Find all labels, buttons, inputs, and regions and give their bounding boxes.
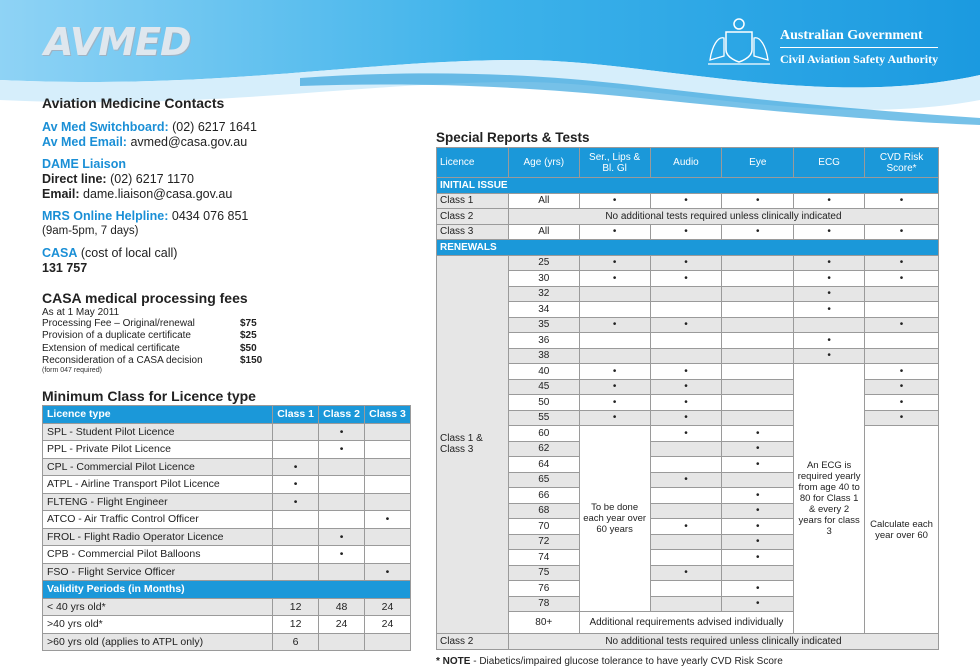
table-row (437, 348, 939, 364)
test-cell: • (579, 364, 650, 380)
age-cell: 68 (508, 503, 579, 519)
validity-label-cell: >40 yrs old* (43, 616, 273, 634)
col-header: Age (yrs) (508, 148, 579, 178)
table-row (43, 458, 411, 476)
mrs-hours: (9am-5pm, 7 days) (42, 225, 139, 237)
licence-cell: Class 2 (437, 634, 509, 650)
age-cell: 75 (508, 565, 579, 581)
class-cell (365, 441, 411, 459)
validity-cell: 24 (319, 616, 365, 634)
age-cell: 30 (508, 271, 579, 287)
class-cell: • (273, 476, 319, 494)
table-row (437, 271, 939, 287)
age-cell: 72 (508, 534, 579, 550)
validity-cell (319, 633, 365, 651)
test-cell: • (794, 302, 865, 318)
age-cell: 35 (508, 317, 579, 333)
test-cell: • (865, 317, 939, 333)
validity-cell: 48 (319, 598, 365, 616)
test-cell: • (722, 426, 794, 442)
test-cell (865, 333, 939, 349)
licence-type-cell: CPL - Commercial Pilot Licence (43, 458, 273, 476)
validity-label-cell: >60 yrs old (applies to ATPL only) (43, 633, 273, 651)
test-cell (650, 457, 722, 473)
col-header: Ser., Lips & Bl. Gl (579, 148, 650, 178)
age-cell: 36 (508, 333, 579, 349)
cvd-note-cell: Calculate each year over 60 (865, 426, 939, 634)
age-cell: 70 (508, 519, 579, 535)
age-cell: 45 (508, 379, 579, 395)
fee-row (42, 355, 412, 367)
test-cell: • (650, 224, 722, 240)
test-cell: • (865, 271, 939, 287)
test-cell (722, 379, 794, 395)
test-cell: • (865, 410, 939, 426)
class-cell: • (319, 441, 365, 459)
age-cell: All (508, 193, 579, 209)
class-cell (319, 511, 365, 529)
test-cell: • (794, 224, 865, 240)
coat-of-arms-icon (704, 16, 774, 68)
test-cell: • (865, 395, 939, 411)
table-row (437, 317, 939, 333)
test-cell (650, 550, 722, 566)
age-cell: 32 (508, 286, 579, 302)
test-cell (650, 488, 722, 504)
gov-title: Australian Government (780, 28, 923, 43)
class-cell (365, 528, 411, 546)
dame-label: DAME Liaison (42, 157, 127, 171)
class-cell (319, 493, 365, 511)
mrs-label: MRS Online Helpline: (42, 209, 169, 223)
class-cell (273, 546, 319, 564)
test-cell: • (650, 364, 722, 380)
table-row (43, 528, 411, 546)
age-cell: 74 (508, 550, 579, 566)
licence-type-cell: FLTENG - Flight Engineer (43, 493, 273, 511)
test-cell: • (722, 581, 794, 597)
test-cell: • (650, 565, 722, 581)
class-cell (365, 458, 411, 476)
dame-email-link[interactable]: dame.liaison@casa.gov.au (79, 187, 233, 201)
table-row (43, 598, 411, 616)
test-cell (722, 302, 794, 318)
mrs-number[interactable]: 0434 076 851 (168, 209, 249, 223)
renewals-row (437, 240, 939, 256)
test-cell: • (579, 395, 650, 411)
test-cell: • (579, 379, 650, 395)
validity-cell: 6 (273, 633, 319, 651)
licence-type-cell: CPB - Commercial Pilot Balloons (43, 546, 273, 564)
government-branding (700, 16, 960, 70)
table-row (437, 255, 939, 271)
test-cell: • (579, 271, 650, 287)
col-header: Audio (650, 148, 722, 178)
test-cell: • (865, 224, 939, 240)
class-cell (319, 458, 365, 476)
table-row (437, 209, 939, 225)
table-row (43, 511, 411, 529)
contacts-section (42, 95, 412, 276)
fee-row (42, 343, 412, 355)
ecg-note-cell: An ECG is required yearly from age 40 to 80 for Class 1 & every 2 years for class 3 (794, 364, 865, 634)
test-cell: • (650, 410, 722, 426)
table-row (437, 193, 939, 209)
test-cell (650, 348, 722, 364)
test-cell (579, 286, 650, 302)
fee-note: (form 047 required) (42, 367, 102, 375)
test-cell (722, 255, 794, 271)
licence-type-cell: SPL - Student Pilot Licence (43, 423, 273, 441)
test-cell: • (722, 596, 794, 612)
footnote (436, 656, 783, 667)
fee-label: Provision of a duplicate certificate (42, 330, 191, 342)
fee-row (42, 330, 412, 342)
table-row (43, 563, 411, 581)
test-cell (650, 333, 722, 349)
test-cell: • (579, 317, 650, 333)
test-cell (722, 333, 794, 349)
test-cell: • (794, 348, 865, 364)
test-cell: • (794, 271, 865, 287)
test-cell: • (722, 193, 794, 209)
ser-note-cell: To be done each year over 60 years (579, 426, 650, 612)
class-cell (273, 528, 319, 546)
casa-title: Civil Aviation Safety Authority (780, 52, 939, 66)
test-cell (722, 364, 794, 380)
gov-divider (780, 47, 938, 48)
test-cell: • (865, 379, 939, 395)
switchboard-number[interactable]: (02) 6217 1641 (168, 120, 257, 134)
casa-number[interactable]: 131 757 (42, 261, 88, 275)
table-row (437, 224, 939, 240)
class-cell: • (319, 528, 365, 546)
col-header: Class 1 (273, 406, 319, 424)
test-cell: • (650, 379, 722, 395)
validity-header-row (43, 581, 411, 599)
test-cell: • (865, 193, 939, 209)
class-cell (365, 546, 411, 564)
age-cell: All (508, 224, 579, 240)
class-cell: • (365, 563, 411, 581)
test-cell (722, 286, 794, 302)
test-cell (650, 596, 722, 612)
special-reports-table (436, 147, 939, 650)
test-cell (579, 302, 650, 318)
test-cell: • (579, 193, 650, 209)
test-cell (579, 348, 650, 364)
test-cell: • (722, 519, 794, 535)
age-cell: 55 (508, 410, 579, 426)
fee-value: $75 (240, 318, 257, 329)
test-cell: • (650, 395, 722, 411)
test-cell: • (650, 255, 722, 271)
col-header: Licence (437, 148, 509, 178)
test-cell: • (794, 286, 865, 302)
special-reports-title: Special Reports & Tests (436, 130, 590, 145)
test-cell (722, 348, 794, 364)
age-cell: 80+ (508, 612, 579, 634)
test-cell: • (650, 519, 722, 535)
note-cell: No additional tests required unless clinically indicated (508, 634, 938, 650)
age-cell: 34 (508, 302, 579, 318)
age-cell: 62 (508, 441, 579, 457)
age-cell: 76 (508, 581, 579, 597)
test-cell (722, 317, 794, 333)
test-cell (650, 286, 722, 302)
test-cell (722, 410, 794, 426)
final-note-cell: Additional requirements advised individually (579, 612, 793, 634)
switchboard-label: Av Med Switchboard: (42, 120, 169, 134)
fees-title: CASA medical processing fees (42, 290, 248, 306)
fee-label: Processing Fee – Original/renewal (42, 318, 195, 329)
test-cell: • (650, 271, 722, 287)
contacts-title: Aviation Medicine Contacts (42, 95, 225, 111)
table-row (43, 546, 411, 564)
table-row (437, 364, 939, 380)
direct-line-label: Direct line: (42, 172, 107, 186)
class-cell (365, 476, 411, 494)
licence-type-cell: PPL - Private Pilot Licence (43, 441, 273, 459)
age-cell: 60 (508, 426, 579, 442)
test-cell: • (650, 193, 722, 209)
age-cell: 25 (508, 255, 579, 271)
test-cell: • (794, 333, 865, 349)
licence-type-cell: ATPL - Airline Transport Pilot Licence (43, 476, 273, 494)
class-cell (273, 423, 319, 441)
avmed-logo: AVMED (44, 20, 191, 64)
validity-cell: 24 (365, 598, 411, 616)
class-cell (365, 423, 411, 441)
class-cell: • (319, 546, 365, 564)
fee-label: Reconsideration of a CASA decision (42, 354, 203, 366)
avmed-email-link[interactable]: avmed@casa.gov.au (126, 135, 248, 149)
initial-issue-row-label: INITIAL ISSUE (437, 178, 939, 194)
class-cell: • (365, 511, 411, 529)
validity-cell: 12 (273, 598, 319, 616)
class-cell: • (273, 493, 319, 511)
licence-cell: Class 1 (437, 193, 509, 209)
class-cell (273, 563, 319, 581)
age-cell: 66 (508, 488, 579, 504)
test-cell (722, 395, 794, 411)
test-cell (865, 348, 939, 364)
licence-type-cell: FSO - Flight Service Officer (43, 563, 273, 581)
fee-row (42, 318, 412, 330)
licence-type-cell: ATCO - Air Traffic Control Officer (43, 511, 273, 529)
validity-cell (365, 633, 411, 651)
min-class-title: Minimum Class for Licence type (42, 388, 256, 404)
col-header: Class 2 (319, 406, 365, 424)
fee-value: $150 (240, 354, 263, 366)
initial-issue-row (437, 178, 939, 194)
table-row (43, 423, 411, 441)
age-cell: 78 (508, 596, 579, 612)
col-header: Licence type (43, 406, 273, 424)
fee-value: $50 (240, 342, 257, 354)
test-cell: • (579, 224, 650, 240)
test-cell: • (579, 255, 650, 271)
fee-label: Extension of medical certificate (42, 342, 180, 354)
renewal-licence-cell: Class 1 & Class 3 (437, 255, 509, 634)
table-row (437, 634, 939, 650)
col-header: Class 3 (365, 406, 411, 424)
table-row (43, 616, 411, 634)
test-cell (650, 581, 722, 597)
test-cell: • (722, 503, 794, 519)
test-cell: • (865, 255, 939, 271)
col-header: Eye (722, 148, 794, 178)
test-cell (650, 441, 722, 457)
validity-title: Validity Periods (in Months) (43, 581, 411, 599)
fee-value: $25 (240, 330, 257, 342)
validity-cell: 12 (273, 616, 319, 634)
age-cell: 38 (508, 348, 579, 364)
licence-cell: Class 3 (437, 224, 509, 240)
note-cell: No additional tests required unless clinically indicated (508, 209, 938, 225)
test-cell (865, 286, 939, 302)
test-cell: • (650, 317, 722, 333)
licence-cell: Class 2 (437, 209, 509, 225)
test-cell (579, 333, 650, 349)
test-cell: • (794, 255, 865, 271)
test-cell: • (722, 457, 794, 473)
test-cell: • (722, 441, 794, 457)
table-header-row (437, 148, 939, 178)
dame-email-label: Email: (42, 187, 80, 201)
casa-label: CASA (42, 246, 78, 260)
col-header: ECG (794, 148, 865, 178)
fees-section (42, 290, 412, 374)
table-row (437, 333, 939, 349)
age-cell: 64 (508, 457, 579, 473)
test-cell: • (722, 534, 794, 550)
class-cell (319, 476, 365, 494)
class-cell (365, 493, 411, 511)
table-row (43, 441, 411, 459)
test-cell: • (722, 488, 794, 504)
test-cell (865, 302, 939, 318)
class-cell: • (273, 458, 319, 476)
test-cell: • (722, 224, 794, 240)
class-cell (319, 563, 365, 581)
test-cell: • (650, 426, 722, 442)
age-cell: 40 (508, 364, 579, 380)
class-cell (273, 441, 319, 459)
casa-note: (cost of local call) (77, 246, 178, 260)
test-cell (722, 565, 794, 581)
email-label: Av Med Email: (42, 135, 127, 149)
class-cell: • (319, 423, 365, 441)
class-cell (273, 511, 319, 529)
table-row (43, 476, 411, 494)
test-cell: • (865, 364, 939, 380)
table-row (43, 493, 411, 511)
table-row (43, 633, 411, 651)
fees-as-at: As at 1 May 2011 (42, 307, 120, 318)
test-cell (650, 534, 722, 550)
test-cell (722, 271, 794, 287)
footnote-text: - Diabetics/impaired glucose tolerance to have yearly CVD Risk Score (470, 656, 783, 667)
test-cell (650, 503, 722, 519)
test-cell: • (794, 193, 865, 209)
test-cell (794, 317, 865, 333)
age-cell: 50 (508, 395, 579, 411)
table-row (437, 286, 939, 302)
table-row (437, 302, 939, 318)
licence-type-cell: FROL - Flight Radio Operator Licence (43, 528, 273, 546)
test-cell: • (579, 410, 650, 426)
col-header: CVD Risk Score* (865, 148, 939, 178)
footnote-mark: * NOTE (436, 656, 471, 667)
test-cell (650, 302, 722, 318)
min-class-table (42, 405, 411, 651)
renewals-row-label: RENEWALS (437, 240, 939, 256)
validity-label-cell: < 40 yrs old* (43, 598, 273, 616)
test-cell: • (650, 472, 722, 488)
validity-cell: 24 (365, 616, 411, 634)
direct-line-number[interactable]: (02) 6217 1170 (106, 172, 194, 186)
age-cell: 65 (508, 472, 579, 488)
test-cell (722, 472, 794, 488)
test-cell: • (722, 550, 794, 566)
table-header-row (43, 406, 411, 424)
